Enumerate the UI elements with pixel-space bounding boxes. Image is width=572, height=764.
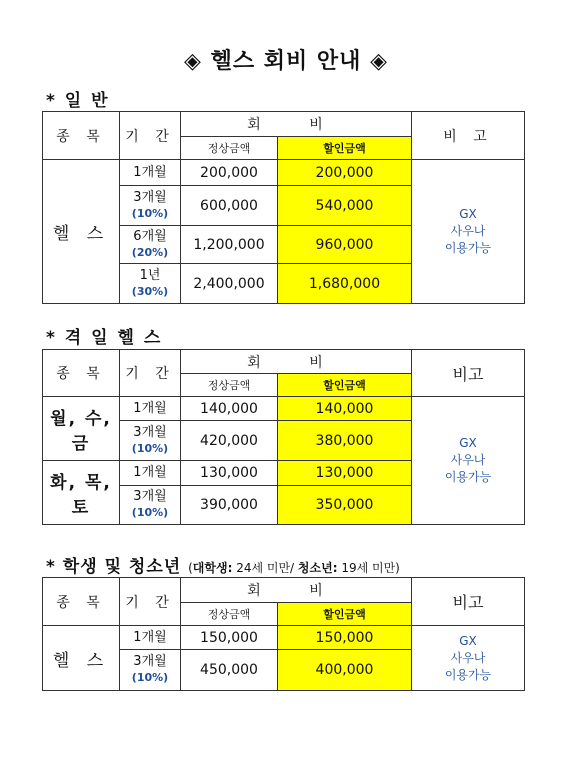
header-period: 기 간: [120, 112, 181, 160]
period-cell: 1년 (30%): [120, 264, 181, 304]
period-cell: 1개월: [120, 461, 181, 486]
period-cell: 1개월: [120, 160, 181, 186]
page-title: ◈ 헬스 회비 안내 ◈: [184, 49, 388, 74]
regular-price: 1,200,000: [181, 226, 278, 264]
header-note: 비고: [412, 578, 525, 626]
discount-price: 200,000: [278, 160, 412, 186]
period-cell: 1개월: [120, 397, 181, 421]
header-item: 종 목: [43, 578, 120, 626]
regular-price: 600,000: [181, 186, 278, 226]
discount-price: 150,000: [278, 626, 412, 650]
header-regular: 정상금액: [181, 137, 278, 160]
discount-price: 1,680,000: [278, 264, 412, 304]
note-cell: GX 사우나 이용가능: [412, 397, 525, 525]
alternate-fee-table: [42, 349, 525, 525]
header-period: 기 간: [120, 350, 181, 397]
regular-price: 390,000: [181, 486, 278, 525]
header-discount: 할인금액: [278, 137, 412, 160]
header-fee: 회 비: [181, 112, 412, 137]
period-cell: 3개월 (10%): [120, 486, 181, 525]
regular-price: 130,000: [181, 461, 278, 486]
section-title-alternate: * 격 일 헬 스: [46, 328, 163, 348]
period-cell: 6개월 (20%): [120, 226, 181, 264]
regular-price: 450,000: [181, 650, 278, 691]
header-period: 기 간: [120, 578, 181, 626]
header-note: 비 고: [412, 112, 525, 160]
item-mon-wed-fri: 월, 수, 금: [43, 397, 120, 461]
period-cell: 3개월 (10%): [120, 650, 181, 691]
header-item: 종 목: [43, 112, 120, 160]
header-fee: 회 비: [181, 578, 412, 603]
discount-price: 540,000: [278, 186, 412, 226]
header-item: 종 목: [43, 350, 120, 397]
period-cell: 3개월 (10%): [120, 421, 181, 461]
regular-price: 200,000: [181, 160, 278, 186]
note-cell: GX 사우나 이용가능: [412, 160, 525, 304]
discount-price: 140,000: [278, 397, 412, 421]
general-fee-table: [42, 111, 525, 304]
regular-price: 140,000: [181, 397, 278, 421]
section-title-student: [46, 552, 400, 577]
discount-price: 380,000: [278, 421, 412, 461]
section-title-student-text: * 학생 및 청소년: [46, 557, 182, 577]
section-title-general: * 일 반: [46, 91, 110, 111]
item-health: 헬 스: [43, 160, 120, 304]
header-regular: 정상금액: [181, 374, 278, 397]
header-discount: 할인금액: [278, 603, 412, 626]
discount-price: 400,000: [278, 650, 412, 691]
discount-price: 130,000: [278, 461, 412, 486]
header-discount: 할인금액: [278, 374, 412, 397]
header-regular: 정상금액: [181, 603, 278, 626]
discount-price: 350,000: [278, 486, 412, 525]
header-fee: 회 비: [181, 350, 412, 374]
note-cell: GX 사우나 이용가능: [412, 626, 525, 691]
discount-price: 960,000: [278, 226, 412, 264]
regular-price: 2,400,000: [181, 264, 278, 304]
regular-price: 150,000: [181, 626, 278, 650]
item-health: 헬 스: [43, 626, 120, 691]
student-fee-table: [42, 577, 525, 691]
period-cell: 3개월 (10%): [120, 186, 181, 226]
period-cell: 1개월: [120, 626, 181, 650]
regular-price: 420,000: [181, 421, 278, 461]
student-age-note: (대학생: 24세 미만/ 청소년: 19세 미만): [188, 561, 400, 575]
item-tue-thu-sat: 화, 목, 토: [43, 461, 120, 525]
header-note: 비고: [412, 350, 525, 397]
